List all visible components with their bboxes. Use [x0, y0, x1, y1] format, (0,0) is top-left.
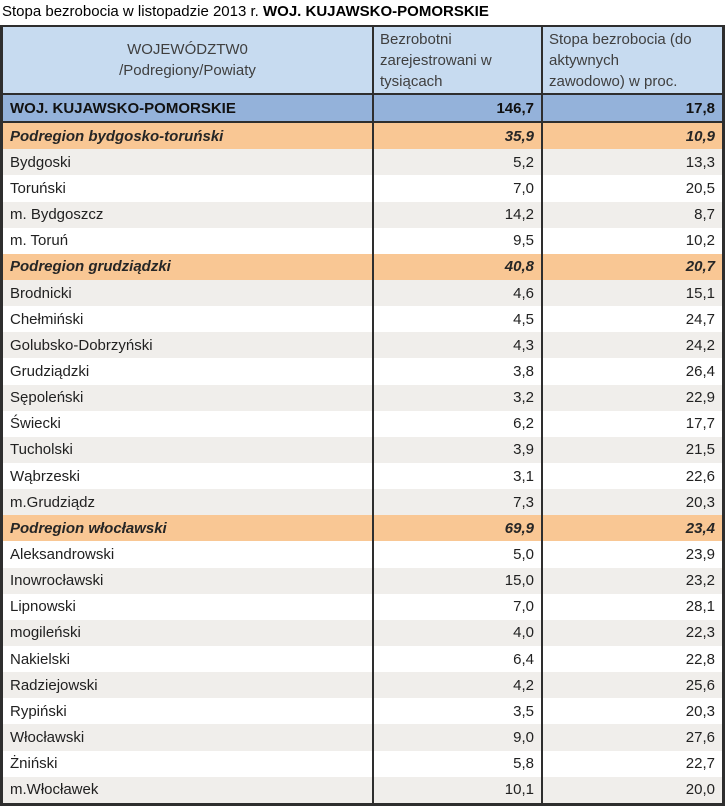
table-row [3, 463, 722, 489]
table-row [3, 332, 722, 358]
region-name-cell: Sępoleński [10, 389, 84, 407]
rate-percent-cell: 21,5 [541, 437, 722, 463]
rate-percent-cell: 13,3 [541, 149, 722, 175]
table-row [3, 306, 722, 332]
table-header-row [3, 27, 722, 95]
rate-percent-cell: 22,7 [541, 751, 722, 777]
region-name-cell: Świecki [10, 415, 61, 433]
region-name-cell: Rypiński [10, 702, 67, 720]
unemployed-thousands-cell: 15,0 [372, 568, 541, 594]
region-name-cell: Golubsko-Dobrzyński [10, 336, 153, 354]
column-header-unemployed-line3: tysiącach [380, 73, 443, 90]
unemployed-thousands-cell: 3,2 [372, 385, 541, 411]
unemployed-thousands-cell: 3,5 [372, 698, 541, 724]
column-header-rate-line1: Stopa bezrobocia (do [549, 31, 692, 48]
page-title [0, 0, 725, 25]
region-name-cell: Lipnowski [10, 598, 76, 616]
unemployed-thousands-cell: 3,1 [372, 463, 541, 489]
table-row [3, 175, 722, 201]
table-row [3, 358, 722, 384]
region-name-cell: Bydgoski [10, 153, 71, 171]
title-region-highlight: WOJ. KUJAWSKO-POMORSKIE [263, 3, 489, 20]
region-name-cell: Tucholski [10, 441, 73, 459]
column-header-region [3, 27, 372, 93]
table-row [3, 751, 722, 777]
rate-percent-cell: 23,2 [541, 568, 722, 594]
region-name-cell: Nakielski [10, 650, 71, 668]
unemployed-thousands-cell: 3,8 [372, 358, 541, 384]
region-name-cell: m.Grudziądz [10, 493, 96, 511]
region-name-cell: Włocławski [10, 728, 85, 746]
rate-percent-cell: 23,9 [541, 541, 722, 567]
table-row [3, 594, 722, 620]
table-row [3, 202, 722, 228]
unemployed-thousands-cell: 9,5 [372, 228, 541, 254]
rate-percent-cell: 15,1 [541, 280, 722, 306]
rate-percent-cell: 20,7 [541, 254, 722, 280]
region-name-cell: Toruński [10, 179, 66, 197]
unemployed-thousands-cell: 6,2 [372, 411, 541, 437]
table-row [3, 437, 722, 463]
unemployed-thousands-cell: 5,8 [372, 751, 541, 777]
rate-percent-cell: 20,5 [541, 175, 722, 201]
region-name-cell: Podregion bydgosko-toruński [10, 127, 224, 145]
unemployed-thousands-cell: 146,7 [372, 95, 541, 121]
rate-percent-cell: 23,4 [541, 515, 722, 541]
table-row [3, 228, 722, 254]
table-row [3, 149, 722, 175]
column-header-rate [541, 27, 722, 93]
rate-percent-cell: 22,6 [541, 463, 722, 489]
table-row [3, 568, 722, 594]
region-name-cell: mogileński [10, 624, 81, 642]
unemployed-thousands-cell: 10,1 [372, 777, 541, 803]
unemployed-thousands-cell: 3,9 [372, 437, 541, 463]
region-name-cell: Wąbrzeski [10, 467, 81, 485]
unemployed-thousands-cell: 5,2 [372, 149, 541, 175]
column-header-rate-line2: aktywnych [549, 52, 620, 69]
unemployed-thousands-cell: 7,0 [372, 594, 541, 620]
rate-percent-cell: 17,7 [541, 411, 722, 437]
unemployed-thousands-cell: 4,0 [372, 620, 541, 646]
region-name-cell: Podregion grudziądzki [10, 258, 171, 276]
rate-percent-cell: 20,0 [541, 777, 722, 803]
table-row [3, 95, 722, 123]
region-name-cell: Podregion włocławski [10, 519, 167, 537]
table-row [3, 515, 722, 541]
column-header-region-line1: WOJEWÓDZTW0 [127, 41, 248, 58]
unemployed-thousands-cell: 7,3 [372, 489, 541, 515]
rate-percent-cell: 26,4 [541, 358, 722, 384]
region-name-cell: WOJ. KUJAWSKO-POMORSKIE [10, 99, 236, 117]
table-row [3, 280, 722, 306]
title-text: Stopa bezrobocia w listopadzie 2013 r. [2, 3, 263, 20]
unemployed-thousands-cell: 4,3 [372, 332, 541, 358]
rate-percent-cell: 20,3 [541, 698, 722, 724]
rate-percent-cell: 22,8 [541, 646, 722, 672]
unemployed-thousands-cell: 69,9 [372, 515, 541, 541]
table-row [3, 698, 722, 724]
rate-percent-cell: 22,3 [541, 620, 722, 646]
unemployed-thousands-cell: 9,0 [372, 724, 541, 750]
unemployed-thousands-cell: 6,4 [372, 646, 541, 672]
table-row [3, 489, 722, 515]
region-name-cell: Chełmiński [10, 310, 84, 328]
table-row [3, 646, 722, 672]
rate-percent-cell: 8,7 [541, 202, 722, 228]
rate-percent-cell: 25,6 [541, 672, 722, 698]
table-row [3, 385, 722, 411]
unemployed-thousands-cell: 4,5 [372, 306, 541, 332]
rate-percent-cell: 24,7 [541, 306, 722, 332]
column-header-unemployed-line2: zarejestrowani w [380, 52, 492, 69]
rate-percent-cell: 10,9 [541, 123, 722, 149]
rate-percent-cell: 20,3 [541, 489, 722, 515]
region-name-cell: m. Toruń [10, 232, 69, 250]
region-name-cell: Brodnicki [10, 284, 72, 302]
region-name-cell: Inowrocławski [10, 572, 104, 590]
region-name-cell: m. Bydgoszcz [10, 206, 104, 224]
column-header-unemployed [372, 27, 541, 93]
table-row [3, 411, 722, 437]
unemployed-thousands-cell: 40,8 [372, 254, 541, 280]
rate-percent-cell: 17,8 [541, 95, 722, 121]
unemployment-table [0, 25, 725, 806]
table-row [3, 254, 722, 280]
column-header-unemployed-line1: Bezrobotni [380, 31, 452, 48]
region-name-cell: Grudziądzki [10, 362, 90, 380]
column-header-rate-line3: zawodowo) w proc. [549, 73, 678, 90]
table-rows [3, 95, 722, 803]
unemployed-thousands-cell: 4,6 [372, 280, 541, 306]
unemployed-thousands-cell: 5,0 [372, 541, 541, 567]
column-header-region-line2: /Podregiony/Powiaty [119, 62, 256, 79]
unemployed-thousands-cell: 4,2 [372, 672, 541, 698]
table-row [3, 123, 722, 149]
region-name-cell: m.Włocławek [10, 781, 99, 799]
rate-percent-cell: 24,2 [541, 332, 722, 358]
unemployed-thousands-cell: 35,9 [372, 123, 541, 149]
rate-percent-cell: 22,9 [541, 385, 722, 411]
region-name-cell: Radziejowski [10, 676, 98, 694]
table-row [3, 777, 722, 803]
region-name-cell: Aleksandrowski [10, 545, 115, 563]
rate-percent-cell: 28,1 [541, 594, 722, 620]
table-row [3, 672, 722, 698]
unemployed-thousands-cell: 14,2 [372, 202, 541, 228]
unemployed-thousands-cell: 7,0 [372, 175, 541, 201]
rate-percent-cell: 10,2 [541, 228, 722, 254]
table-row [3, 541, 722, 567]
region-name-cell: Żniński [10, 755, 58, 773]
table-row [3, 620, 722, 646]
table-row [3, 724, 722, 750]
rate-percent-cell: 27,6 [541, 724, 722, 750]
